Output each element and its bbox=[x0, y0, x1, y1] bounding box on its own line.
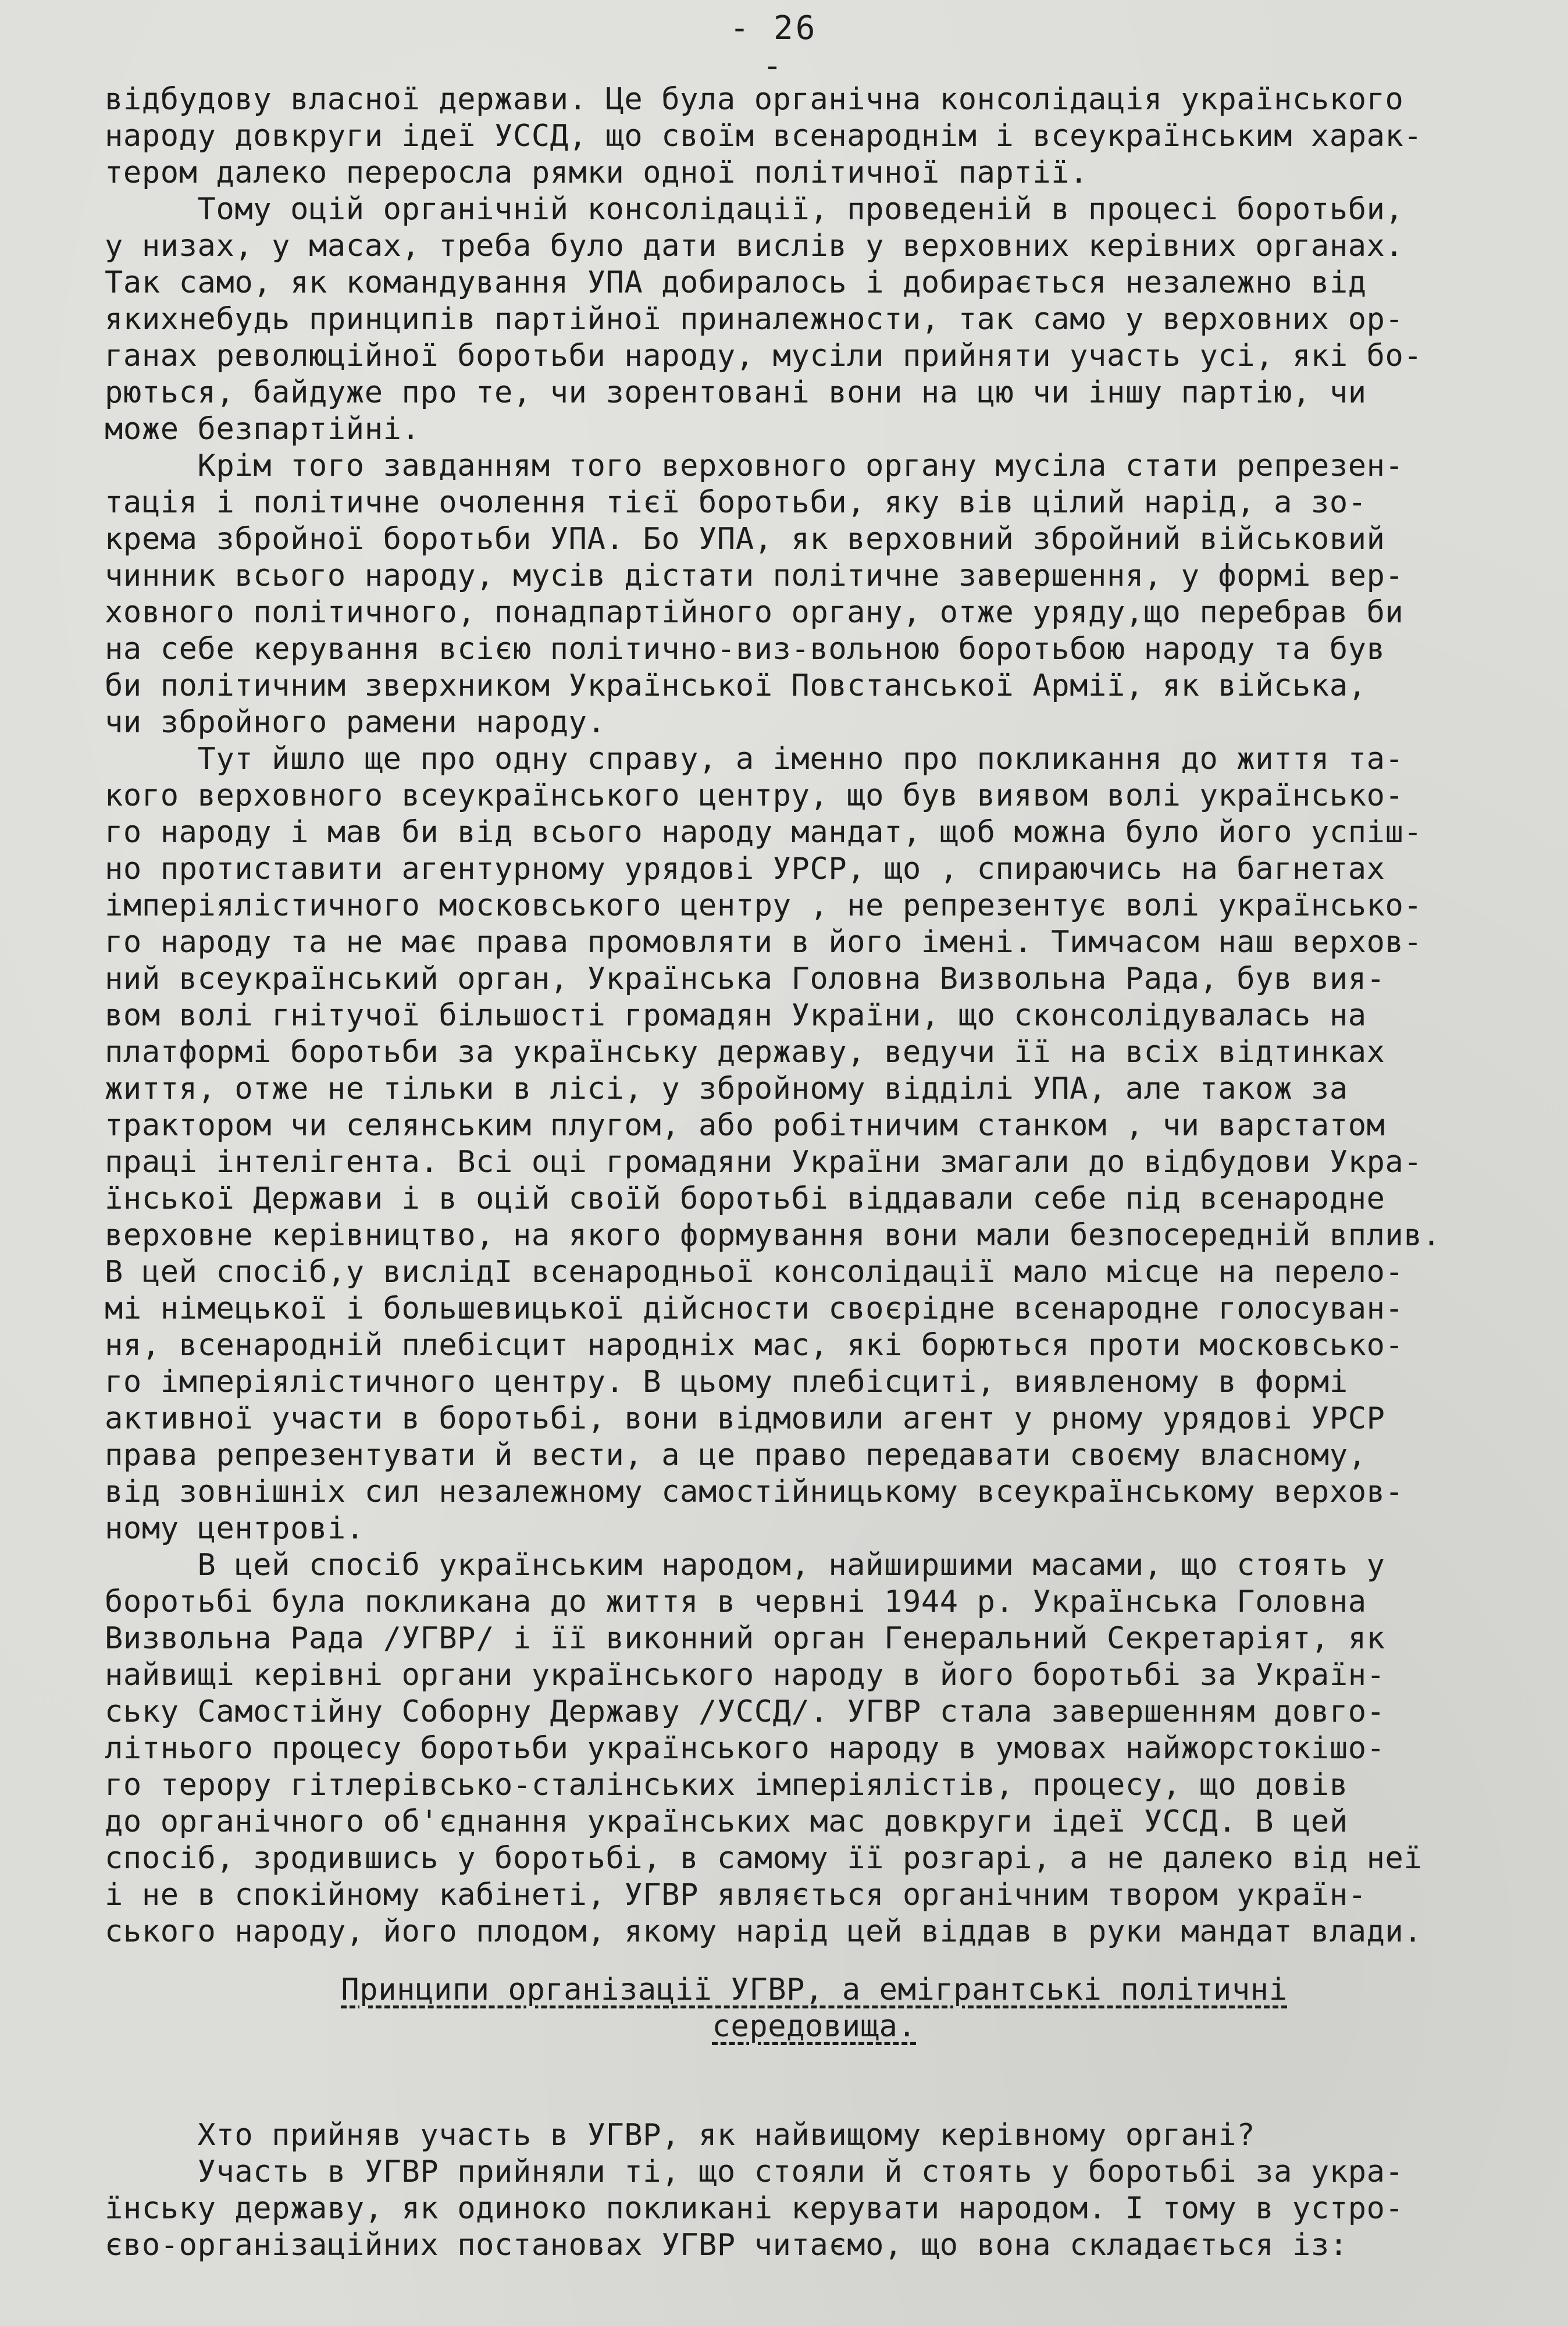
text-line: чинник всього народу, мусів дістати політичне завершення, у формі вер- bbox=[105, 558, 1404, 593]
text-line: кого верховного всеукраїнського центру, що був виявом волі українсько- bbox=[105, 778, 1404, 813]
text-line: найвищі керівні органи українського народу в його боротьбі за Україн- bbox=[105, 1658, 1385, 1693]
text-line: мі німецької і большевицької дійсности своєрідне всенародне голосуван- bbox=[105, 1291, 1404, 1326]
text-line: якихнебудь принципів партійної приналежности, так само у верховних ор- bbox=[105, 302, 1404, 337]
text-line: Тут йшло ще про одну справу, а іменно про покликання до життя та- bbox=[105, 742, 1404, 776]
text-line: може безпартійні. bbox=[105, 412, 420, 447]
text-line: Визвольна Рада /УГВР/ і її виконний орган Генеральний Секретаріят, як bbox=[105, 1621, 1385, 1656]
text-line: життя, отже не тільки в лісі, у збройному відділі УПА, але також за bbox=[105, 1071, 1348, 1106]
text-line: рються, байдуже про те, чи зорентовані вони на цю чи іншу партію, чи bbox=[105, 375, 1367, 410]
text-line: вом волі гнітучої більшості громадян України, що сконсолідувалась на bbox=[105, 998, 1367, 1033]
text-line: го терору гітлерівсько-сталінських імперіялістів, процесу, що довів bbox=[105, 1768, 1348, 1803]
text-line: Так само, як командування УПА добиралось і добирається незалежно від bbox=[105, 265, 1367, 300]
text-line: ганах революційної боротьби народу, мусіли прийняти участь усі, які бо- bbox=[105, 339, 1423, 373]
text-line: на себе керування всією політично-виз-вольною боротьбою народу та був bbox=[105, 632, 1385, 667]
text-line: ному центрові. bbox=[105, 1511, 365, 1546]
text-line: від зовнішніх сил незалежному самостійницькому всеукраїнському верхов- bbox=[105, 1474, 1404, 1509]
text-line: ського народу, його плодом, якому нарід цей віддав в руки мандат влади. bbox=[105, 1914, 1423, 1949]
text-line: ний всеукраїнський орган, Українська Головна Визвольна Рада, був вия- bbox=[105, 961, 1385, 996]
body-text bbox=[105, 81, 1524, 1950]
text-line: тація і політичне очолення тієї боротьби, яку вів цілий нарід, а зо- bbox=[105, 485, 1367, 520]
text-line: го народу та не має права промовляти в його імені. Тимчасом наш верхов- bbox=[105, 925, 1423, 960]
text-line: Крім того завданням того верховного органу мусіла стати репрезен- bbox=[105, 448, 1404, 483]
text-line: їнську державу, як одиноко покликані керувати народом. І тому в устро- bbox=[105, 2191, 1404, 2226]
text-line: чи збройного рамени народу. bbox=[105, 705, 606, 740]
text-line: єво-організаційних постановах УГВР читаємо, що вона складається із: bbox=[105, 2228, 1348, 2263]
text-line: тером далеко переросла рямки одної політичної партії. bbox=[105, 155, 1089, 190]
text-line: го народу і мав би від всього народу мандат, щоб можна було його успіш- bbox=[105, 815, 1423, 850]
text-line: платформі боротьби за українську державу, ведучи її на всіх відтинках bbox=[105, 1035, 1385, 1070]
text-line: народу довкруги ідеї УССД, що своїм всенароднім і всеукраїнським харак- bbox=[105, 119, 1423, 154]
text-line: активної участи в боротьбі, вони відмовили агент у рному урядові УРСР bbox=[105, 1401, 1385, 1436]
text-line: праці інтелігента. Всі оці громадяни України змагали до відбудови Укра- bbox=[105, 1145, 1423, 1180]
text-line: крема збройної боротьби УПА. Бо УПА, як верховний збройний військовий bbox=[105, 522, 1385, 557]
text-line: В цей спосіб,у вислідІ всенародньої консолідації мало місце на перело- bbox=[105, 1255, 1404, 1290]
text-line: імперіялістичного московського центру , не репрезентує волі українсько- bbox=[105, 888, 1423, 923]
text-line: Хто прийняв участь в УГВР, як найвищому керівному органі? bbox=[105, 2118, 1256, 2153]
text-line: ня, всенародній плебісцит народніх мас, які борються проти московсько- bbox=[105, 1328, 1404, 1363]
text-line: Тому оцій органічній консолідації, проведеній в процесі боротьби, bbox=[105, 192, 1404, 227]
section-heading bbox=[105, 1972, 1524, 2045]
text-line: ську Самостійну Соборну Державу /УССД/. УГВР стала завершенням довго- bbox=[105, 1694, 1385, 1729]
text-line: їнської Держави і в оцій своїй боротьбі віддавали себе під всенародне bbox=[105, 1181, 1385, 1216]
text-line: трактором чи селянським плугом, або робітничим станком , чи варстатом bbox=[105, 1108, 1385, 1143]
text-line: верховне керівництво, на якого формування вони мали безпосередній вплив. bbox=[105, 1218, 1441, 1253]
text-line: боротьбі була покликана до життя в червні 1944 р. Українська Головна bbox=[105, 1584, 1367, 1619]
text-line: права репрезентувати й вести, а це право передавати своєму власному, bbox=[105, 1438, 1367, 1473]
page-number: - 26 - bbox=[729, 9, 818, 85]
text-line: літнього процесу боротьби українського народу в умовах найжорстокішо- bbox=[105, 1731, 1385, 1766]
heading-line: середовища. bbox=[712, 2009, 917, 2044]
text-line: у низах, у масах, треба було дати вислів у верховних керівних органах. bbox=[105, 229, 1404, 263]
text-line: ховного політичного, понадпартійного органу, отже уряду,що перебрав би bbox=[105, 595, 1404, 630]
text-line: но протиставити агентурному урядові УРСР, що , спираючись на багнетах bbox=[105, 852, 1385, 886]
text-line: і не в спокійному кабінеті, УГВР являється органічним твором україн- bbox=[105, 1878, 1367, 1912]
heading-line: Принципи організації УГВР, а емігрантські політичні bbox=[341, 1972, 1288, 2007]
text-line: би політичним зверхником Української Повстанської Армії, як війська, bbox=[105, 668, 1367, 703]
text-line: В цей спосіб українським народом, найширшими масами, що стоять у bbox=[105, 1548, 1385, 1583]
text-line: до органічного об'єднання українських мас довкруги ідеї УССД. В цей bbox=[105, 1804, 1348, 1839]
text-line: го імперіялістичного центру. В цьому плебісциті, виявленому в формі bbox=[105, 1365, 1348, 1399]
text-line: спосіб, зродившись у боротьбі, в самому її розгарі, а не далеко від неї bbox=[105, 1841, 1423, 1876]
closing-paragraphs bbox=[105, 2117, 1524, 2264]
text-line: Участь в УГВР прийняли ті, що стояли й стоять у боротьбі за укра- bbox=[105, 2154, 1404, 2189]
text-line: відбудову власної держави. Це була органічна консолідація українського bbox=[105, 82, 1404, 117]
